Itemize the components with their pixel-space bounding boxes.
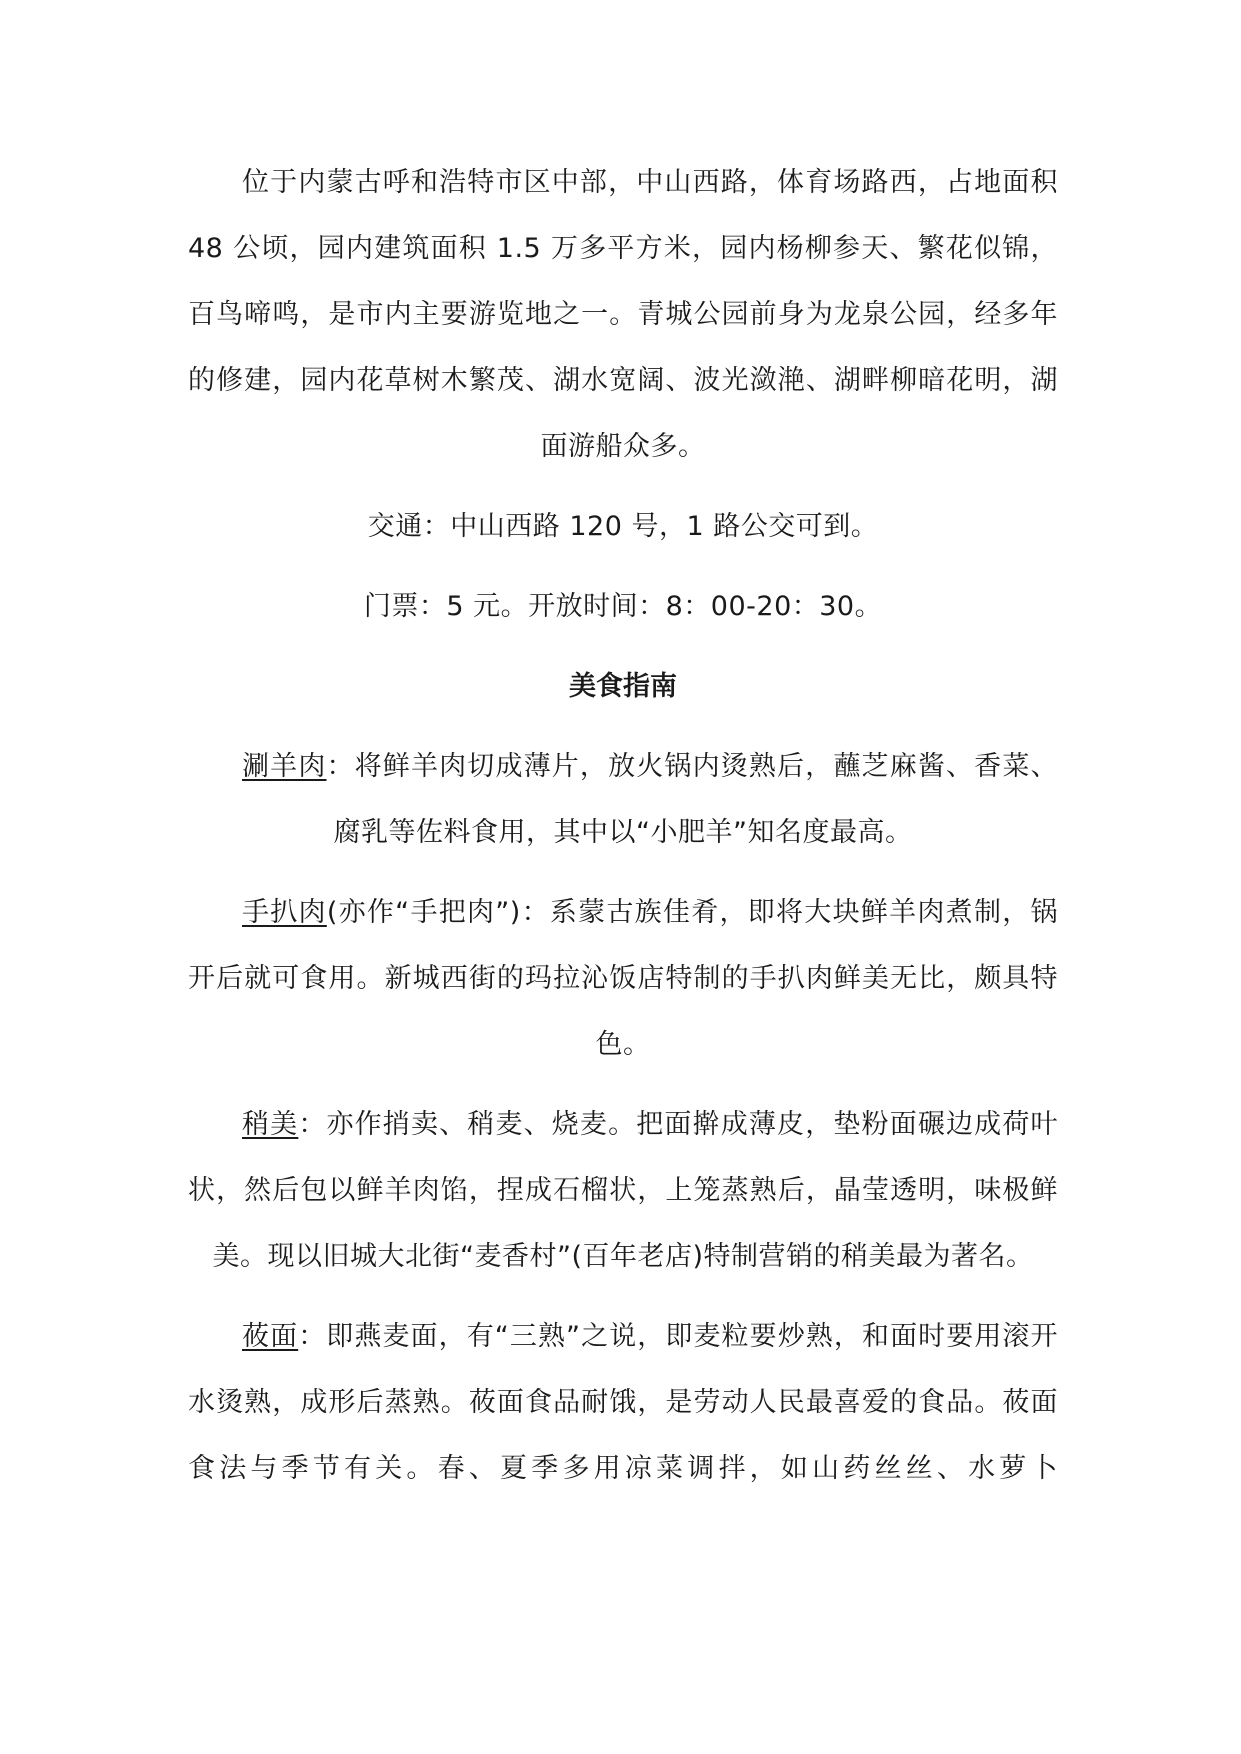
food-item-name: 稍美: [242, 1109, 299, 1140]
park-transport: 交通：中山西路 120 号，1 路公交可到。: [367, 511, 879, 542]
food-item-name: 涮羊肉: [242, 751, 327, 782]
food-item-name: 莜面: [242, 1321, 299, 1352]
food-item-text: ：将鲜羊肉切成薄片，放火锅内烫熟后，蘸芝麻酱、香菜、腐乳等佐料食用，其中以“小肥羊”知名度最高。: [326, 751, 1059, 848]
document-page: [188, 150, 1058, 1502]
food-item-text: (亦作“手把肉”)：系蒙古族佳肴，即将大块鲜羊肉煮制，锅开后就可食用。新城西街的玛拉沁饭店特制的手扒肉鲜美无比，颇具特色。: [188, 897, 1059, 1060]
food-item-text: ：亦作捎卖、稍麦、烧麦。把面擀成薄皮，垫粉面碾边成荷叶状，然后包以鲜羊肉馅，捏成石榴状，上笼蒸熟后，晶莹透明，味极鲜美。现以旧城大北街“麦香村”(百年老店)特制营销的稍美最为著名。: [188, 1109, 1059, 1272]
food-item-name: 手扒肉: [242, 897, 327, 928]
food-item-shouba-rou: [188, 880, 1058, 1078]
food-item-text: ：即燕麦面，有“三熟”之说，即麦粒要炒熟，和面时要用滚开水烫熟，成形后蒸熟。莜面食品耐饿，是劳动人民最喜爱的食品。莜面食法与季节有关。春、夏季多用凉菜调拌，如山药丝丝、水萝卜: [188, 1321, 1059, 1484]
park-description: 位于内蒙古呼和浩特市区中部，中山西路，体育场路西，占地面积 48 公顷，园内建筑面积 1.5 万多平方米，园内杨柳参天、繁花似锦，百鸟啼鸣，是市内主要游览地之一。青城公园前身为龙泉公园，经多年的修建，园内花草树木繁茂、湖水宽阔、波光潋滟、湖畔柳暗花明，湖面游船众多。: [188, 167, 1058, 462]
food-item-shaomei: [188, 1092, 1058, 1290]
food-guide-heading: 美食指南: [569, 671, 677, 702]
food-item-shuan-yangrou: [188, 734, 1058, 866]
food-item-youmian: [188, 1304, 1058, 1502]
park-ticket: 门票：5 元。开放时间：8：00-20：30。: [363, 591, 883, 622]
